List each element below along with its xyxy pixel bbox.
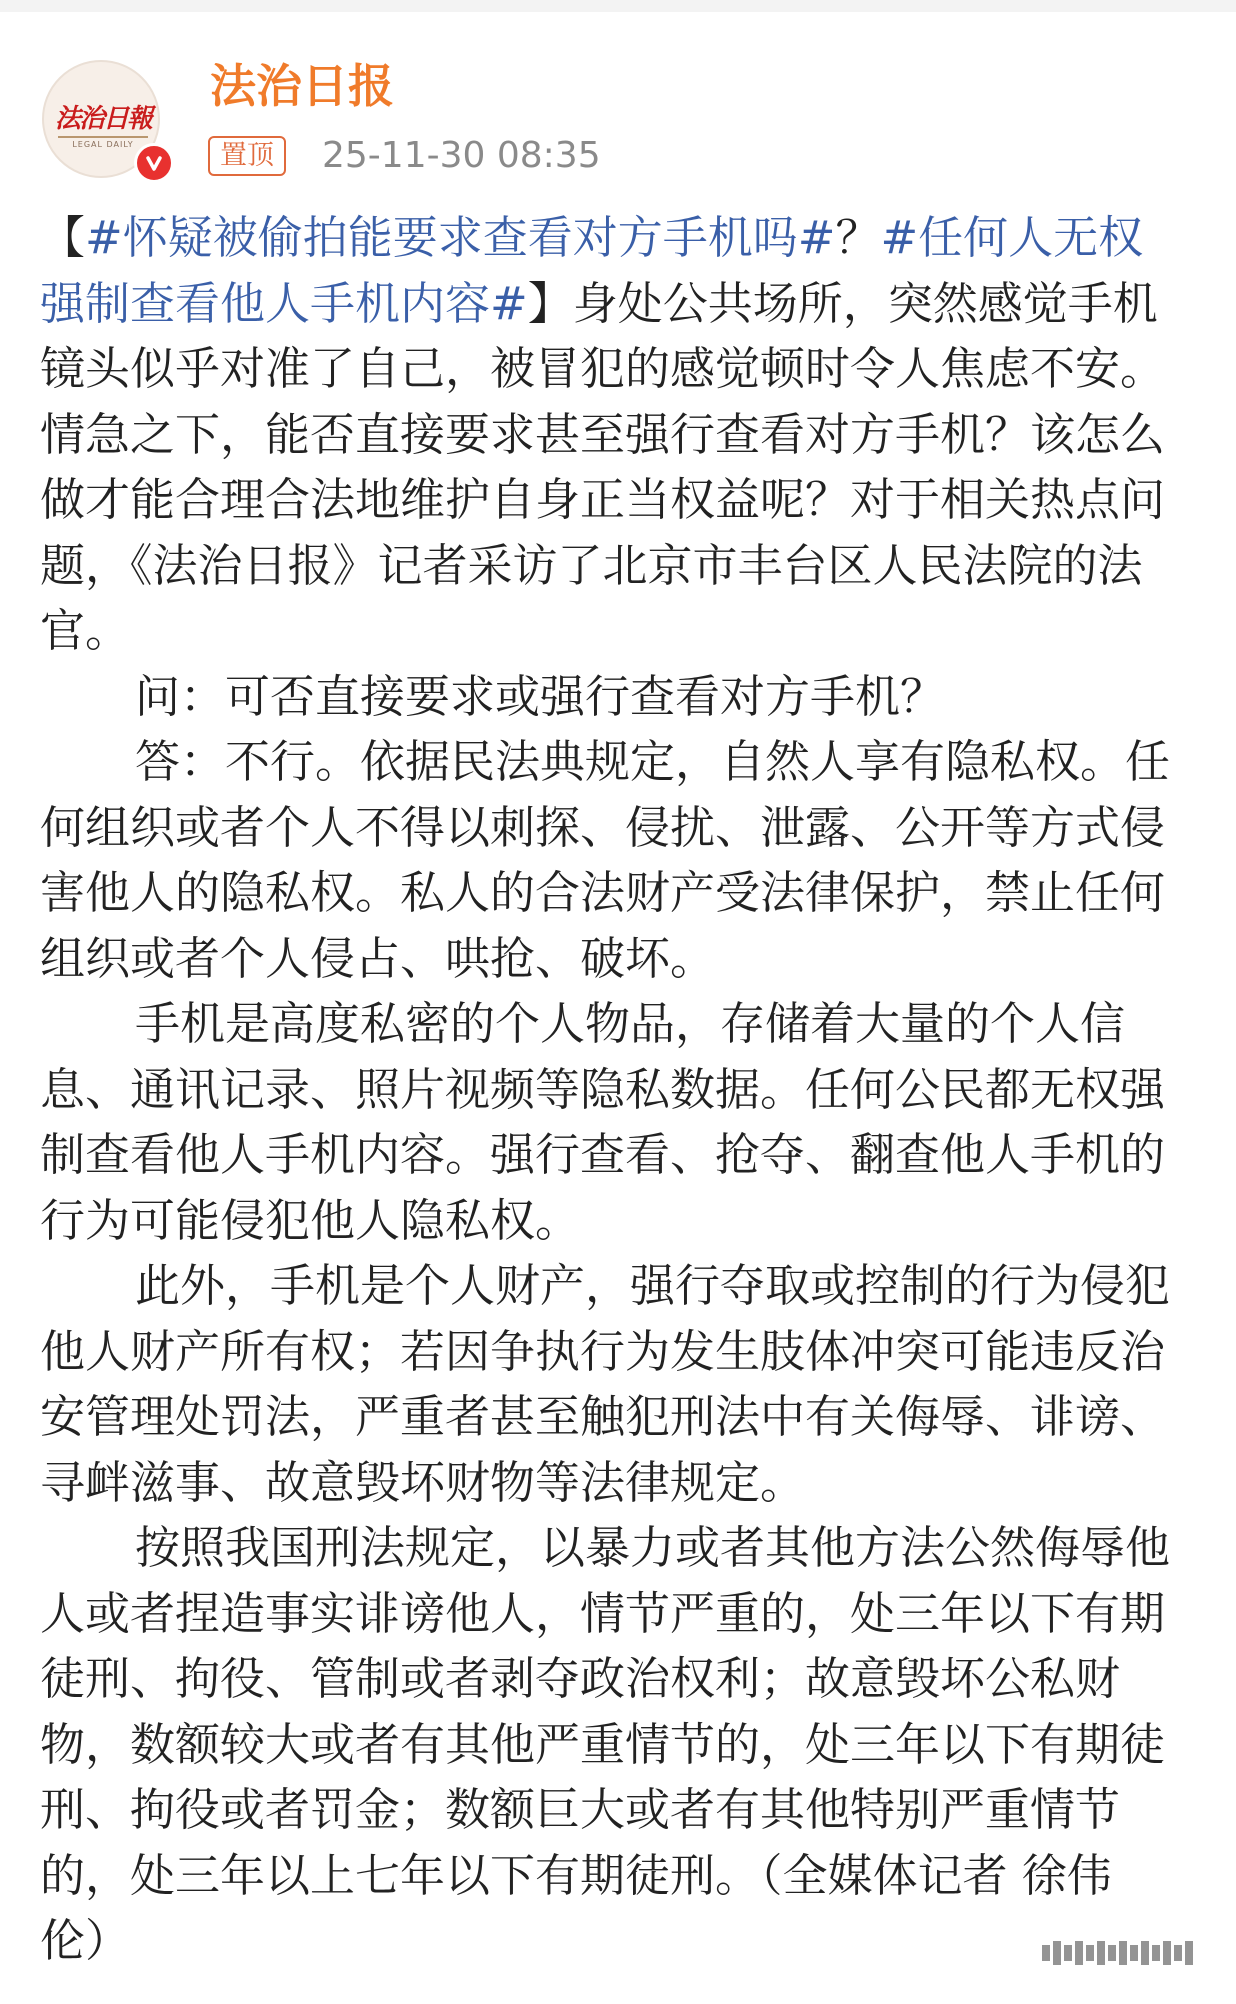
- property-paragraph: 此外，手机是个人财产，强行夺取或控制的行为侵犯他人财产所有权；若因争执行为发生肢体冲突可能违反治安管理处罚法，严重者甚至触犯刑法中有关侮辱、诽谤、寻衅滋事、故意毁坏财物等法律规定。: [40, 1259, 1171, 1509]
- watermark-icon: [1042, 1940, 1204, 1966]
- topic-link-no-right-to-check[interactable]: #任何人无权强制查看他人手机内容#: [40, 211, 1144, 330]
- lead-text: 】身处公共场所，突然感觉手机镜头似乎对准了自己，被冒犯的感觉顿时令人焦虑不安。情急之下，能否直接要求甚至强行查看对方手机？该怎么做才能合理合法地维护自身正当权益呢？对于相关热点问题，《法治日报》记者采访了北京市丰台区人民法院的法官。: [40, 276, 1166, 657]
- open-bracket: 【: [40, 211, 86, 264]
- question-paragraph: 问：可否直接要求或强行查看对方手机？: [135, 669, 946, 723]
- avatar-divider: [58, 136, 148, 138]
- phone-privacy-paragraph: 手机是高度私密的个人物品，存储着大量的个人信息、通讯记录、照片视频等隐私数据。任何公民都无权强制查看他人手机内容。强行查看、抢夺、翻查他人手机的行为可能侵犯他人隐私权。: [40, 997, 1166, 1247]
- account-name[interactable]: 法治日报: [210, 59, 394, 113]
- lead-paragraph: [40, 205, 1170, 664]
- avatar-logo: 法治日報: [54, 104, 151, 134]
- criminal-law-paragraph: 按照我国刑法规定，以暴力或者其他方法公然侮辱他人或者捏造事实诽谤他人，情节严重的，处三年以下有期徒刑、拘役、管制或者剥夺政治权利；故意毁坏公私财物，数额较大或者有其他严重情节的，处三年以下有期徒刑、拘役或者罚金；数额巨大或者有其他特别严重情节的，处三年以上七年以下有期徒刑。（全媒体记者 徐伟伦）: [40, 1521, 1171, 1967]
- answer-paragraph: 答：不行。依据民法典规定，自然人享有隐私权。任何组织或者个人不得以刺探、侵扰、泄露、公开等方式侵害他人的隐私权。私人的合法财产受法律保护，禁止任何组织或者个人侵占、哄抢、破坏。: [40, 735, 1171, 985]
- post-timestamp: 25-11-30 08:35: [322, 135, 601, 176]
- question-mark: ？: [835, 211, 881, 264]
- top-status-strip: [0, 0, 1236, 12]
- post-body: [40, 205, 1170, 1974]
- verified-badge-icon: [134, 143, 174, 183]
- pinned-badge: 置顶: [208, 136, 286, 176]
- topic-link-suspect-phone[interactable]: #怀疑被偷拍能要求查看对方手机吗#: [85, 211, 836, 264]
- avatar-logo-subtext: LEGAL DAILY: [72, 140, 134, 149]
